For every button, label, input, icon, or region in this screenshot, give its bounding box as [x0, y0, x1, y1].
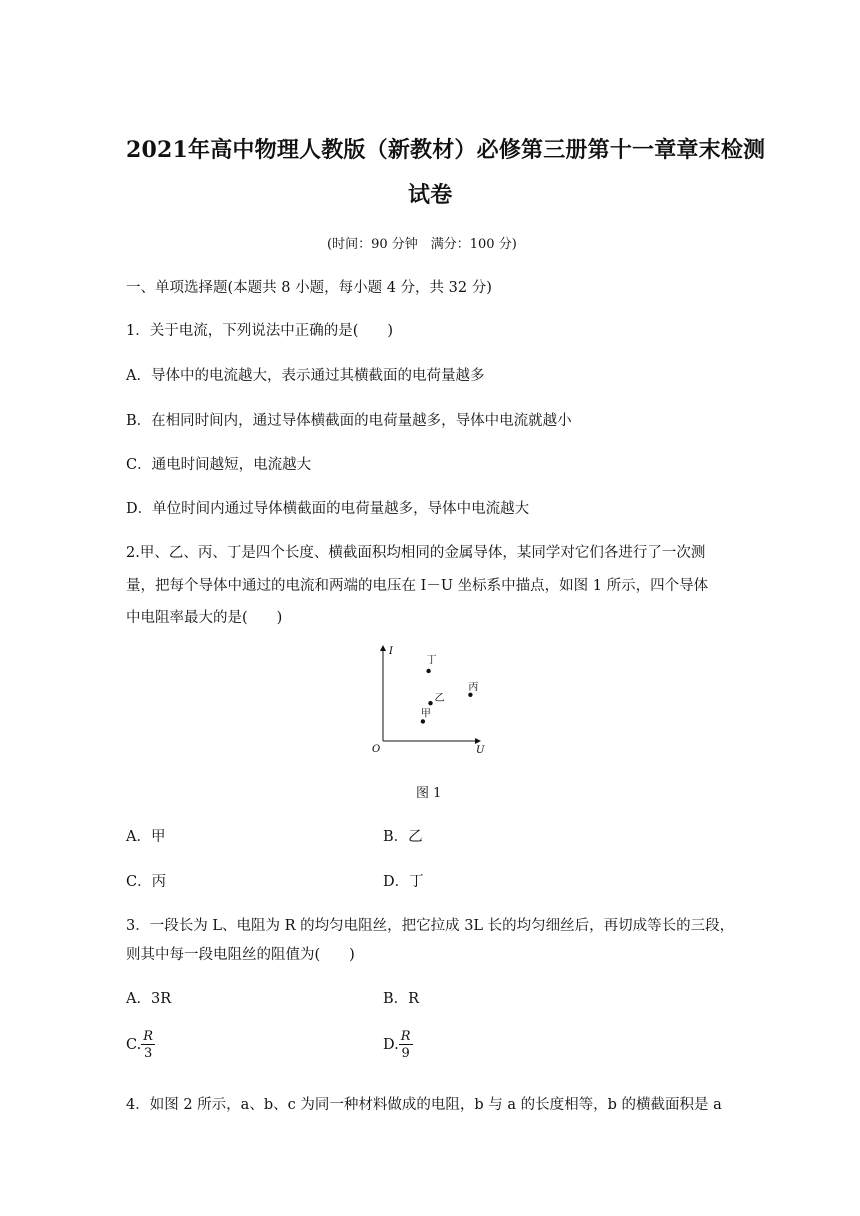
fraction-numerator: R [400, 1029, 411, 1044]
document-title-line1: 2021年高中物理人教版（新教材）必修第三册第十一章章末检测 [126, 137, 766, 163]
data-point-label-1: 丙 [468, 681, 479, 693]
question-1-option-b: B．在相同时间内，通过导体横截面的电荷量越多，导体中电流就越小 [126, 413, 572, 429]
fraction-denominator: 9 [401, 1046, 410, 1061]
data-point-3 [421, 719, 425, 723]
question-3-option-c [126, 1030, 155, 1060]
data-point-label-3: 甲 [420, 708, 431, 720]
question-1-option-c: C．通电时间越短，电流越大 [126, 457, 312, 473]
question-4-line1: 4．如图 2 所示，a、b、c 为同一种材料做成的电阻，b 与 a 的长度相等，b 的横截面积是 a [126, 1097, 722, 1113]
question-3-line2: 则其中每一段电阻丝的阻值为( ) [126, 947, 355, 963]
question-2-option-d: D．丁 [383, 874, 424, 890]
question-1-stem: 1．关于电流，下列说法中正确的是( ) [126, 323, 394, 339]
question-1-option-a: A．导体中的电流越大，表示通过其横截面的电荷量越多 [126, 368, 485, 384]
document-title-line2: 试卷 [408, 182, 453, 208]
question-1-option-d: D．单位时间内通过导体横截面的电荷量越多，导体中电流越大 [126, 501, 530, 517]
figure-1-iu-graph [360, 640, 500, 760]
data-point-2 [428, 701, 432, 705]
data-point-0 [426, 669, 430, 673]
fraction-denominator: 3 [143, 1046, 153, 1061]
question-2-line3: 中电阻率最大的是( ) [126, 610, 283, 626]
fraction-r-over-3 [141, 1030, 155, 1060]
question-2-line1: 2.甲、乙、丙、丁是四个长度、横截面积均相同的金属导体，某同学对它们各进行了一次测 [126, 545, 706, 561]
fraction-numerator: R [143, 1029, 153, 1044]
data-point-1 [468, 693, 472, 697]
question-3-option-b: B．R [383, 991, 420, 1007]
question-2-option-a: A．甲 [126, 829, 166, 845]
question-2-option-b: B．乙 [383, 829, 423, 845]
document-subtitle: (时间：90 分钟 满分：100 分) [327, 237, 517, 252]
question-3-line1: 3．一段长为 L、电阻为 R 的均匀电阻丝，把它拉成 3L 长的均匀细丝后，再切成等长的三段， [126, 918, 735, 934]
question-3-option-d [383, 1030, 413, 1060]
data-point-label-0: 丁 [426, 655, 437, 666]
x-axis-label: U [476, 745, 485, 756]
option-c-prefix: C. [126, 1037, 142, 1053]
option-d-prefix: D. [383, 1037, 399, 1053]
question-2-line2: 量，把每个导体中通过的电流和两端的电压在 I－U 坐标系中描点，如图 1 所示，四个导体 [126, 578, 709, 594]
figure-1-caption: 图 1 [416, 786, 442, 801]
fraction-r-over-9 [399, 1030, 413, 1060]
origin-label: O [372, 744, 381, 755]
question-2-option-c: C．丙 [126, 874, 167, 890]
question-3-option-a: A．3R [126, 991, 172, 1007]
y-axis-label: I [389, 646, 393, 657]
section-heading: 一、单项选择题(本题共 8 小题，每小题 4 分，共 32 分) [126, 280, 492, 296]
data-point-label-2: 乙 [434, 693, 445, 705]
